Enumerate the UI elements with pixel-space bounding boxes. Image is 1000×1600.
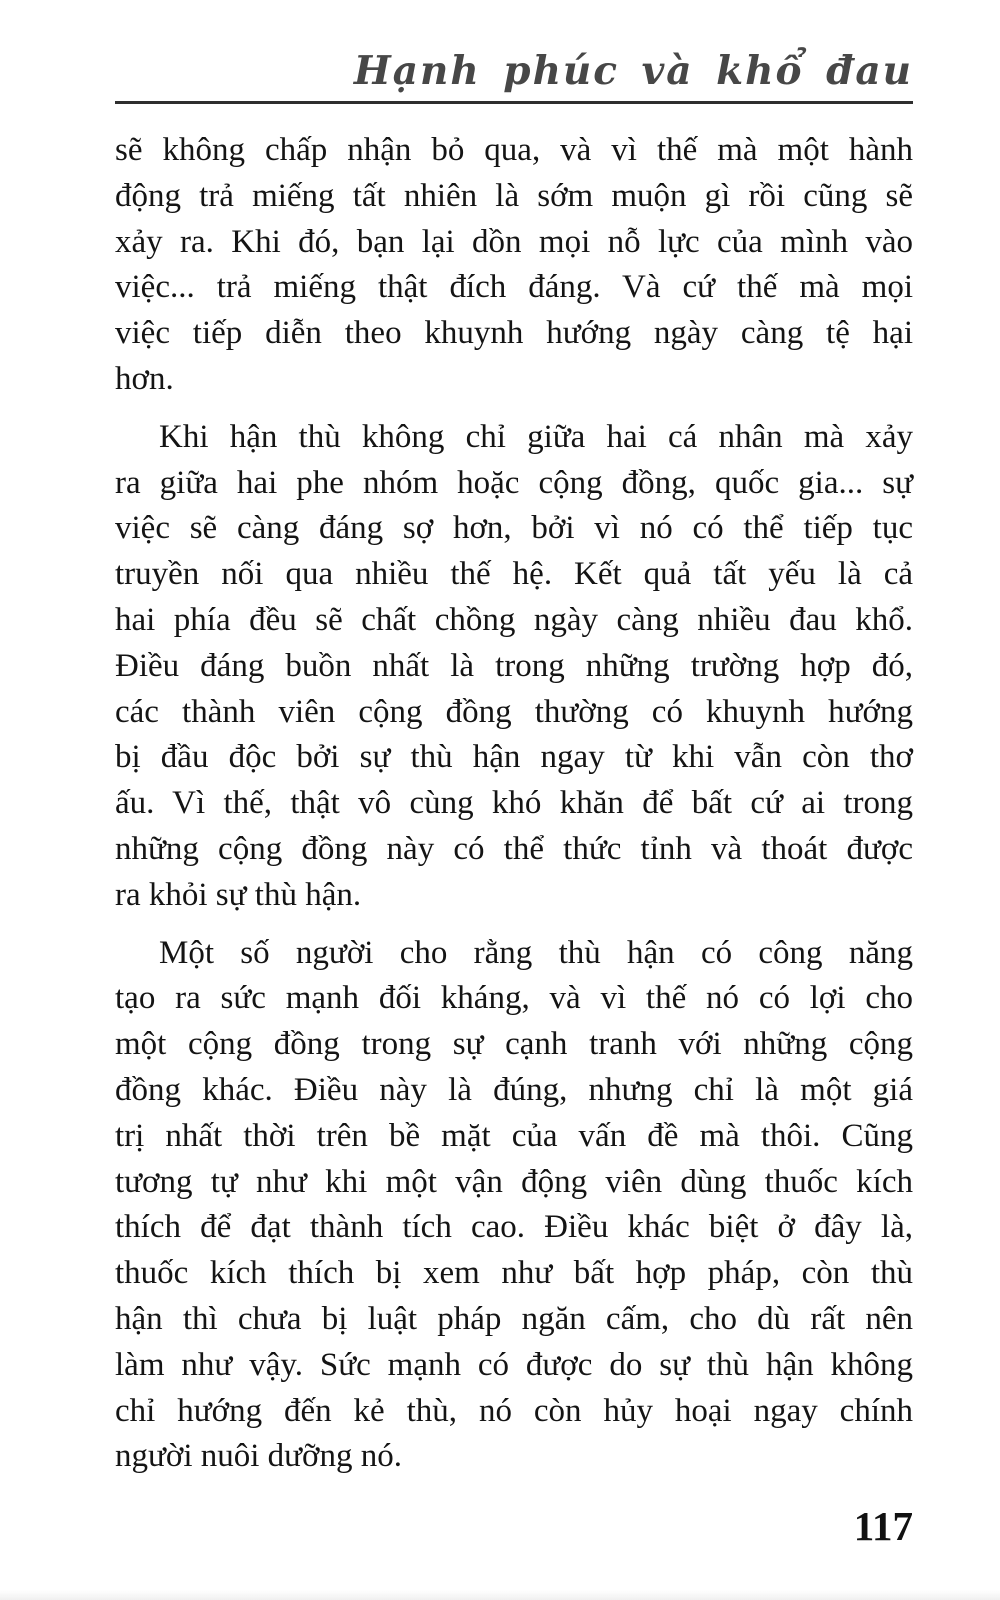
text-line: những cộng đồng này có thể thức tỉnh và thoát được	[115, 830, 913, 867]
chapter-title: Hạnh phúc và khổ đau	[353, 48, 913, 94]
text-line: một cộng đồng trong sự cạnh tranh với những cộng	[115, 1026, 913, 1063]
text-line: việc tiếp diễn theo khuynh hướng ngày càng tệ hại	[115, 315, 913, 352]
text-line: Khi hận thù không chỉ giữa hai cá nhân mà xảy	[159, 418, 913, 455]
text-line: việc... trả miếng thật đích đáng. Và cứ thế mà mọi	[115, 269, 913, 306]
text-line: ra giữa hai phe nhóm hoặc cộng đồng, quốc gia... sự	[115, 464, 913, 501]
text-line: bị đầu độc bởi sự thù hận ngay từ khi vẫn còn thơ	[115, 739, 913, 776]
text-line: Điều đáng buồn nhất là trong những trường hợp đó,	[115, 647, 913, 684]
paragraph	[115, 931, 913, 1481]
text-line: chỉ hướng đến kẻ thù, nó còn hủy hoại ngay chính	[115, 1392, 913, 1429]
paragraph	[115, 128, 913, 403]
text-line: việc sẽ càng đáng sợ hơn, bởi vì nó có thể tiếp tục	[115, 510, 913, 547]
page-number: 117	[853, 1503, 913, 1550]
paragraph	[115, 415, 913, 919]
body-text	[115, 128, 913, 1480]
text-line: xảy ra. Khi đó, bạn lại dồn mọi nỗ lực của mình vào	[115, 223, 913, 260]
running-header	[115, 48, 913, 104]
text-line: trị nhất thời trên bề mặt của vấn đề mà thôi. Cũng	[115, 1117, 913, 1154]
header-rule	[115, 101, 913, 104]
text-line: ra khỏi sự thù hận.	[115, 876, 362, 913]
text-line: sẽ không chấp nhận bỏ qua, và vì thế mà một hành	[115, 132, 913, 168]
text-line: động trả miếng tất nhiên là sớm muộn gì rồi cũng sẽ	[115, 177, 913, 214]
text-line: tương tự như khi một vận động viên dùng thuốc kích	[115, 1163, 913, 1200]
text-line: đồng khác. Điều này là đúng, nhưng chỉ là một giá	[115, 1071, 913, 1108]
text-line: ấu. Vì thế, thật vô cùng khó khăn để bất cứ ai trong	[115, 785, 913, 822]
text-line: thuốc kích thích bị xem như bất hợp pháp, còn thù	[115, 1255, 913, 1292]
text-line: các thành viên cộng đồng thường có khuynh hướng	[115, 693, 913, 730]
text-line: thích để đạt thành tích cao. Điều khác biệt ở đây là,	[115, 1209, 913, 1246]
text-line: hai phía đều sẽ chất chồng ngày càng nhiều đau khổ.	[115, 601, 913, 638]
text-line: Một số người cho rằng thù hận có công năng	[159, 934, 913, 971]
page-footer	[115, 1503, 913, 1550]
text-line: hơn.	[115, 360, 174, 397]
text-line: truyền nối qua nhiều thế hệ. Kết quả tất yếu là cả	[115, 556, 913, 593]
text-line: hận thì chưa bị luật pháp ngăn cấm, cho dù rất nên	[115, 1300, 913, 1337]
text-line: người nuôi dưỡng nó.	[115, 1438, 403, 1475]
text-line: tạo ra sức mạnh đối kháng, và vì thế nó có lợi cho	[115, 980, 913, 1017]
text-line: làm như vậy. Sức mạnh có được do sự thù hận không	[115, 1346, 913, 1383]
